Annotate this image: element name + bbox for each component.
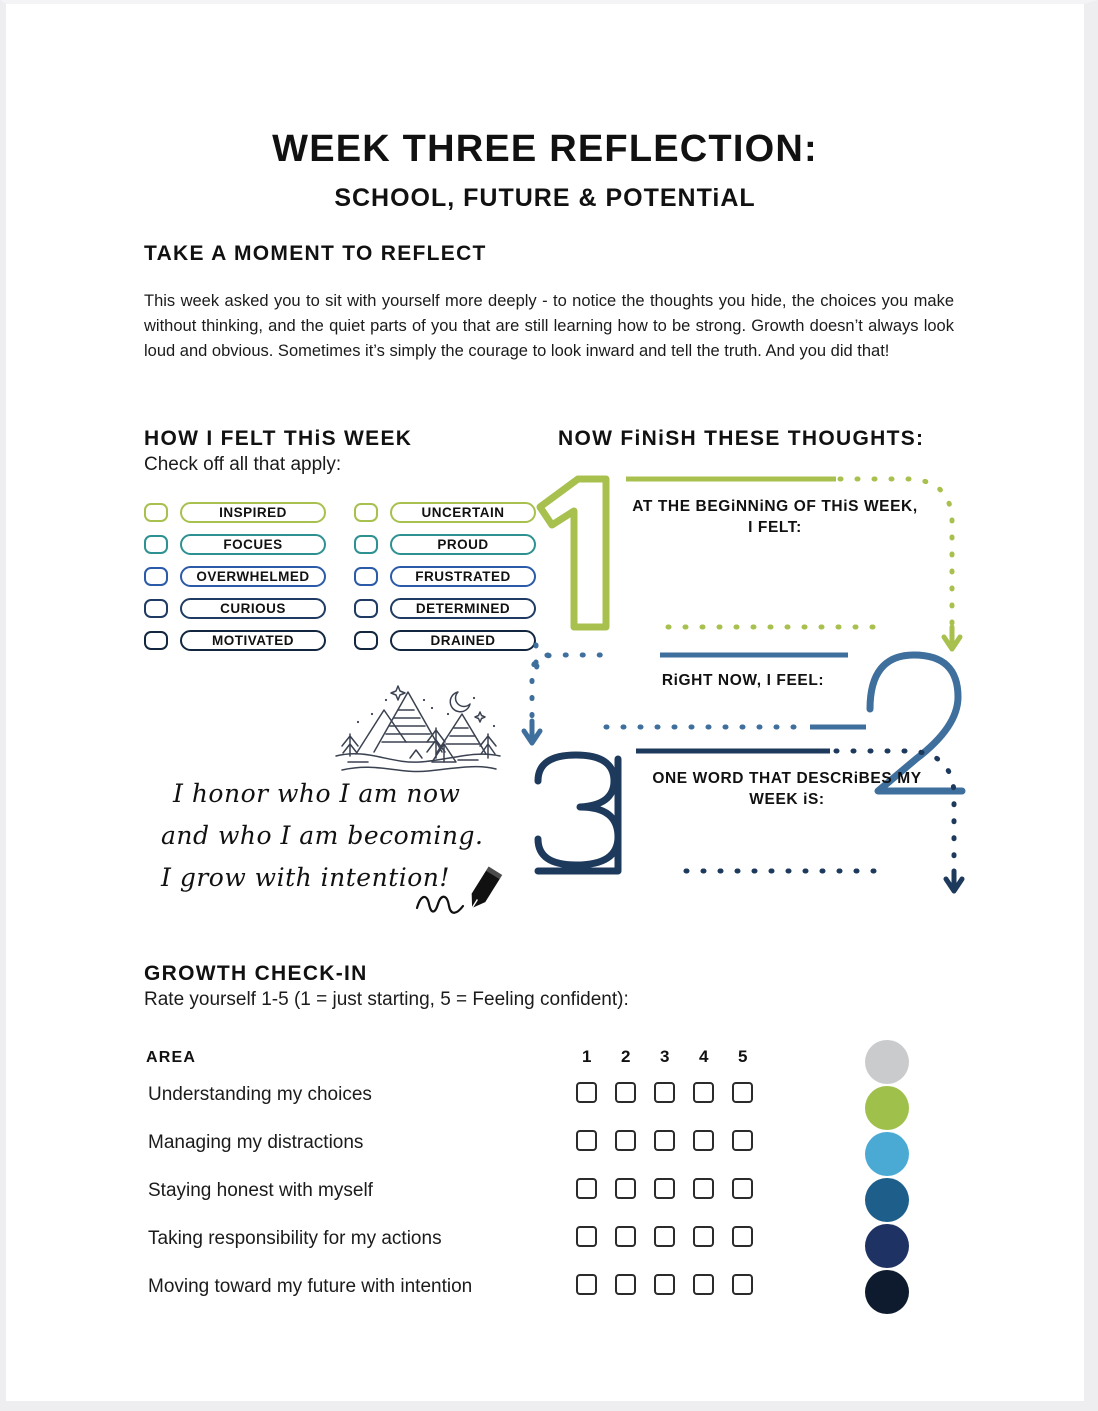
feeling-row[interactable]	[144, 592, 326, 624]
feeling-row[interactable]	[144, 560, 326, 592]
feeling-row[interactable]	[144, 528, 326, 560]
feelings-heading: HOW I FELT THiS WEEK	[144, 427, 413, 450]
feeling-row[interactable]	[354, 592, 536, 624]
reflect-heading: TAKE A MOMENT TO REFLECT	[144, 242, 487, 265]
prompt-3-text: ONE WORD THAT DESCRiBES MY WEEK iS:	[652, 770, 922, 808]
thoughts-heading: NOW FiNiSH THESE THOUGHTS:	[558, 427, 925, 450]
rating-checkbox-2[interactable]	[615, 1178, 636, 1199]
palette-swatch-light-gray	[865, 1040, 909, 1084]
feeling-row[interactable]	[144, 496, 326, 528]
palette-swatch-sky-blue	[865, 1132, 909, 1176]
rating-checkbox-1[interactable]	[576, 1226, 597, 1247]
rating-checkbox-1[interactable]	[576, 1082, 597, 1103]
feeling-row[interactable]	[144, 624, 326, 656]
rating-checkbox-4[interactable]	[693, 1274, 714, 1295]
pen-signature-icon	[411, 864, 511, 924]
feeling-checkbox[interactable]	[144, 503, 168, 522]
feeling-checkbox[interactable]	[354, 631, 378, 650]
rating-checkbox-2[interactable]	[615, 1130, 636, 1151]
feeling-label: FOCUES	[180, 534, 326, 555]
rating-checkbox-5[interactable]	[732, 1082, 753, 1103]
growth-heading: GROWTH CHECK-IN	[144, 962, 368, 985]
rating-checkbox-5[interactable]	[732, 1226, 753, 1247]
rating-checkbox-3[interactable]	[654, 1082, 675, 1103]
rating-checkbox-4[interactable]	[693, 1082, 714, 1103]
feelings-checklist	[144, 496, 536, 656]
rating-checkbox-3[interactable]	[654, 1226, 675, 1247]
palette-swatch-yellow-green	[865, 1086, 909, 1130]
rating-checkbox-2[interactable]	[615, 1082, 636, 1103]
growth-row-label: Managing my distractions	[148, 1132, 364, 1153]
growth-row	[148, 1082, 748, 1116]
growth-area-header: AREA	[146, 1049, 197, 1066]
rating-checkbox-2[interactable]	[615, 1226, 636, 1247]
rating-checkbox-2[interactable]	[615, 1274, 636, 1295]
scale-header-4: 4	[699, 1047, 709, 1066]
feeling-row[interactable]	[354, 624, 536, 656]
scale-header-2: 2	[621, 1047, 631, 1066]
scale-header-5: 5	[738, 1047, 748, 1066]
rating-checkbox-4[interactable]	[693, 1178, 714, 1199]
feelings-subheading: Check off all that apply:	[144, 454, 342, 475]
feeling-label: PROUD	[390, 534, 536, 555]
feeling-checkbox[interactable]	[144, 599, 168, 618]
growth-row	[148, 1130, 748, 1164]
feeling-checkbox[interactable]	[354, 503, 378, 522]
feeling-checkbox[interactable]	[144, 567, 168, 586]
feelings-column-left	[144, 496, 326, 656]
affirmation-line-3: I grow with intention!	[161, 863, 450, 892]
growth-row-label: Staying honest with myself	[148, 1180, 373, 1201]
rating-checkbox-1[interactable]	[576, 1274, 597, 1295]
rating-checkbox-5[interactable]	[732, 1274, 753, 1295]
feeling-checkbox[interactable]	[144, 535, 168, 554]
palette-swatch-navy	[865, 1224, 909, 1268]
growth-row-label: Moving toward my future with intention	[148, 1276, 473, 1297]
rating-checkbox-1[interactable]	[576, 1178, 597, 1199]
rating-checkbox-3[interactable]	[654, 1274, 675, 1295]
rating-checkbox-4[interactable]	[693, 1226, 714, 1247]
palette-swatch-dark-navy	[865, 1270, 909, 1314]
rating-checkbox-3[interactable]	[654, 1130, 675, 1151]
feeling-label: INSPIRED	[180, 502, 326, 523]
feeling-label: DRAINED	[390, 630, 536, 651]
feeling-row[interactable]	[354, 528, 536, 560]
palette-swatch-teal-blue	[865, 1178, 909, 1222]
growth-row	[148, 1178, 748, 1212]
feeling-checkbox[interactable]	[144, 631, 168, 650]
feeling-checkbox[interactable]	[354, 535, 378, 554]
growth-row-label: Taking responsibility for my actions	[148, 1228, 442, 1249]
affirmation-block	[161, 779, 511, 919]
growth-row-label: Understanding my choices	[148, 1084, 372, 1105]
feelings-column-right	[354, 496, 536, 656]
prompt-2-text: RiGHT NOW, I FEEL:	[661, 672, 825, 689]
page-title: WEEK THREE REFLECTION:	[272, 128, 818, 170]
feeling-checkbox[interactable]	[354, 599, 378, 618]
feeling-label: OVERWHELMED	[180, 566, 326, 587]
feeling-row[interactable]	[354, 496, 536, 528]
thought-prompts	[518, 459, 988, 959]
affirmation-line-1: I honor who I am now	[173, 779, 461, 808]
rating-checkbox-3[interactable]	[654, 1178, 675, 1199]
growth-row	[148, 1226, 748, 1260]
feeling-label: CURIOUS	[180, 598, 326, 619]
prompt-1-text: AT THE BEGiNNiNG OF THiS WEEK, I FELT:	[632, 498, 918, 536]
feeling-label: DETERMINED	[390, 598, 536, 619]
feeling-row[interactable]	[354, 560, 536, 592]
feeling-label: UNCERTAIN	[390, 502, 536, 523]
reflect-body: This week asked you to sit with yourself more deeply - to notice the thoughts you hide, the choices you make without thinking, and the quiet parts of you that are still learning how to be strong. Growth doesn’t always look loud and obvious. Sometimes it’s simply the courage to look inward and tell the truth. And you did that!	[144, 292, 954, 361]
feeling-label: MOTIVATED	[180, 630, 326, 651]
feeling-label: FRUSTRATED	[390, 566, 536, 587]
rating-checkbox-4[interactable]	[693, 1130, 714, 1151]
rating-checkbox-5[interactable]	[732, 1130, 753, 1151]
page-subtitle: SCHOOL, FUTURE & POTENTiAL	[334, 184, 756, 212]
rating-checkbox-5[interactable]	[732, 1178, 753, 1199]
scale-header-1: 1	[582, 1047, 592, 1066]
feeling-checkbox[interactable]	[354, 567, 378, 586]
affirmation-line-2: and who I am becoming.	[161, 821, 484, 850]
growth-subheading: Rate yourself 1-5 (1 = just starting, 5 = Feeling confident):	[144, 989, 629, 1010]
growth-row	[148, 1274, 748, 1308]
scale-header-3: 3	[660, 1047, 670, 1066]
rating-checkbox-1[interactable]	[576, 1130, 597, 1151]
mountain-scene-icon	[328, 670, 508, 782]
